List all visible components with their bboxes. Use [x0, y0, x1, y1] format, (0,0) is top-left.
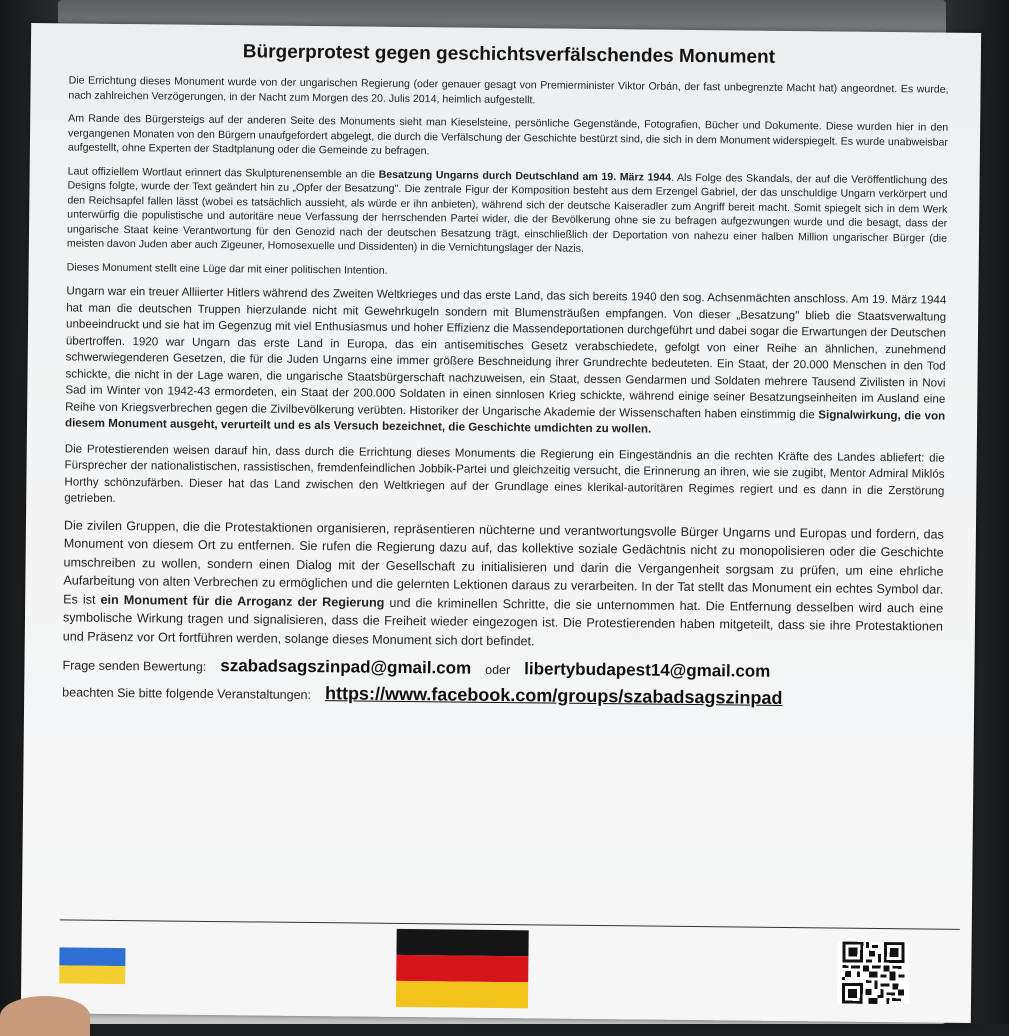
events-line [62, 680, 942, 710]
paragraph-5-bold: Signalwirkung, die von diesem Monument ausgeht, verurteilt und es als Versuch bezeichnet, die Geschichte umdichten zu wollen. [64, 407, 946, 436]
paragraph-1: Die Errichtung dieses Monument wurde von der ungarischen Regierung (oder genauer gesagt von Premierminister Viktor Orbán, der fast unbegrenzte Macht hat) angeordnet. Es wurde, nach zahlreichen Verzögerungen, in der Nacht zum Morgen des 20. Julis 2014, heimlich aufgestellt. [68, 74, 949, 106]
email-link-1[interactable]: szabadsagszinpad@gmail.com [220, 656, 472, 678]
paragraph-2: Am Rande des Bürgersteigs auf der anderen Seite des Monuments sieht man Kieselsteine, persönliche Gegenstände, Fotografien, Bücher und Dokumente. Diese wurden hier in den vergangenen Monaten von den Bürgern unaufgefordert abgelegt, die durch die Verfälschung der Geschichte bestürzt sind, die sich in dem Monument widerspiegelt. Es wurde unabweisbar aufgestellt, ohne Experten der Stadtplanung oder die Gemeinde zu befragen. [67, 112, 949, 158]
contact-line [62, 654, 942, 683]
flyer-content [62, 39, 949, 710]
paragraph-7 [63, 516, 944, 655]
thumb-holding-flyer [0, 996, 90, 1036]
ukraine-flag-icon [59, 947, 125, 984]
germany-flag-gold-stripe [396, 981, 528, 1008]
ukraine-flag-yellow-stripe [59, 965, 125, 984]
paragraph-7-text-c: und die kriminellen Schritte, die sie unternommen hat. Die Entfernung desselben wird auch eine symbolische Wirkung tragen und signalisieren, dass die Freiheit wieder eingezogen ist. Die Protestierenden haben mitgeteilt, dass sie ihre Protestaktionen und Präsenz vor Ort fortführen werden, solange dieses Monument sich dort befindet. [62, 595, 944, 648]
contact-label: Frage senden Bewertung: [62, 658, 207, 674]
qr-code-icon [837, 942, 910, 1005]
paragraph-3-text-a: Laut offiziellem Wortlaut erinnert das Skulpturenensemble an die [67, 164, 379, 181]
contact-or: oder [485, 662, 511, 678]
flyer-title: Bürgerprotest gegen geschichtsverfälschendes Monument [242, 41, 776, 68]
germany-flag-icon [396, 929, 529, 1008]
email-link-2[interactable]: libertybudapest14@gmail.com [524, 659, 771, 681]
paragraph-7-bold: ein Monument für die Arroganz der Regierung [100, 592, 385, 610]
ukraine-flag-blue-stripe [59, 947, 125, 966]
paragraph-3-text-c: . Als Folge des Skandals, der auf die Veröffentlichung des Designs folgte, wurde der Text geändert hin zu „Opfer der Besatzung". Die zentrale Figur der Komposition besteht aus dem Erzengel Gabriel, der das unschuldige Ungarn verkörpert und den Reichsapfel fallen lässt (wobei es tatsächlich aussieht, als würde er ihn anbieten), während sich der deutsche Kaiseradler zum Angriff bereit macht. Somit spiegelt sich in dem Werk unterwürfig die populistische und autoritäre neue Verfassung der herrschenden Partei wider, die der Bevölkerung ohne sie zu befragen aufgezwungen wurde und die besagt, dass der ungarische Staat keine Verantwortung für den Genozid nach der deutschen Besatzung trägt, einschließlich der Deportation von nahezu einer halben Million ungarischer Bürger (die meisten davon Juden aber auch Zigeuner, Homosexuelle und Dissidenten) in die Vernichtungslager der Nazis. [66, 171, 948, 255]
paragraph-6: Die Protestierenden weisen darauf hin, dass durch die Errichtung dieses Monuments die Regierung ein Eingeständnis an die rechten Kräfte des Landes abliefert: die Fürsprecher der nationalistischen, rassistischen, fremdenfeindlichen Jobbik-Partei und gleichzeitig versucht, die Erinnerung an ihren, wie sie zugibt, Mentor Admiral Miklós Horthy schönzufärben. Dieser hat das Land zwischen den Weltkriegen auf der Grundlage eines klerikal-autoritären Regimes regiert und es dann in die Zerstörung getrieben. [64, 441, 945, 505]
germany-flag-red-stripe [396, 955, 528, 982]
facebook-link[interactable]: https://www.facebook.com/groups/szabadsagszinpad [324, 683, 783, 708]
paragraph-3-bold: Besatzung Ungarns durch Deutschland am 19. März 1944 [378, 168, 672, 184]
footer-divider [60, 919, 960, 929]
events-label: beachten Sie bitte folgende Veranstaltungen: [62, 685, 312, 703]
paragraph-3 [67, 164, 948, 260]
protest-flyer [21, 23, 981, 1023]
germany-flag-black-stripe [396, 929, 528, 956]
paragraph-5-text-a: Ungarn war ein treuer Alliierter Hitlers während des Zweiten Weltkrieges und das erste Land, das sich bereits 1940 den sog. Achsenmächten anschloss. Am 19. März 1944 hat man die deutschen Truppen hierzulande nicht mit Gewehrkugeln sondern mit Blumensträußen empfangen. Von dieser „Besatzung" blieb die Staatsverwaltung unbeeindruckt und sie hat im Gegenzug mit viel Enthusiasmus und hoher Effizienz die Massendeportationen durchgeführt und dabei sogar die Erwartungen der Deutschen übertroffen. 1920 war Ungarn das erste Land in Europa, das ein antisemitisches Gesetz verabschiedete, gefolgt von einer Reihe an ähnlichen, zunehmend schwerwiegenderen Gesetzen, die für die Juden Ungarns eine immer größere Beschneidung ihrer Grundrechte bedeuteten. Ein Staat, der 20.000 Menschen in den Tod schickte, die nicht in der Lage waren, die ungarische Staatsbürgerschaft nachzuweisen, ein Staat, dessen Gendarmen und Soldaten mehrere Tausend Zivilisten in Novi Sad im Winter von 1942-43 ermordeten, ein Staat der 200.000 Soldaten in einen sinnlosen Krieg schickte, während einige seiner Besatzungseinheiten im Ausland eine Reihe von Kriegsverbrechen gegen die Zivilbevölkerung verübten. Historiker der Ungarische Akademie der Wissenschaften haben einstimmig die [65, 284, 947, 421]
paragraph-7-text-a: Die zivilen Gruppen, die die Protestaktionen organisieren, repräsentieren nüchterne und verantwortungsvolle Bürger Ungarns und Europas und fordern, das Monument von diesem Ort zu entfernen. Sie rufen die Regierung dazu auf, das kollektive soziale Gedächtnis nicht zu monopolisieren oder die Geschichte umschreiben zu wollen, sondern einen Dialog mit der Gesellschaft zu initialisieren und darin die Vergangenheit sorgsam zu prüfen, um eine ehrliche Aufarbeitung von alten Verbrechen zu ermöglichen und die gelernten Lektionen daraus zu verarbeiten. In der Tat stellt das Monument ein echtes Symbol dar. Es ist [63, 517, 944, 607]
paragraph-4: Dieses Monument stellt eine Lüge dar mit einer politischen Intention. [66, 260, 388, 277]
paragraph-5 [65, 283, 947, 441]
